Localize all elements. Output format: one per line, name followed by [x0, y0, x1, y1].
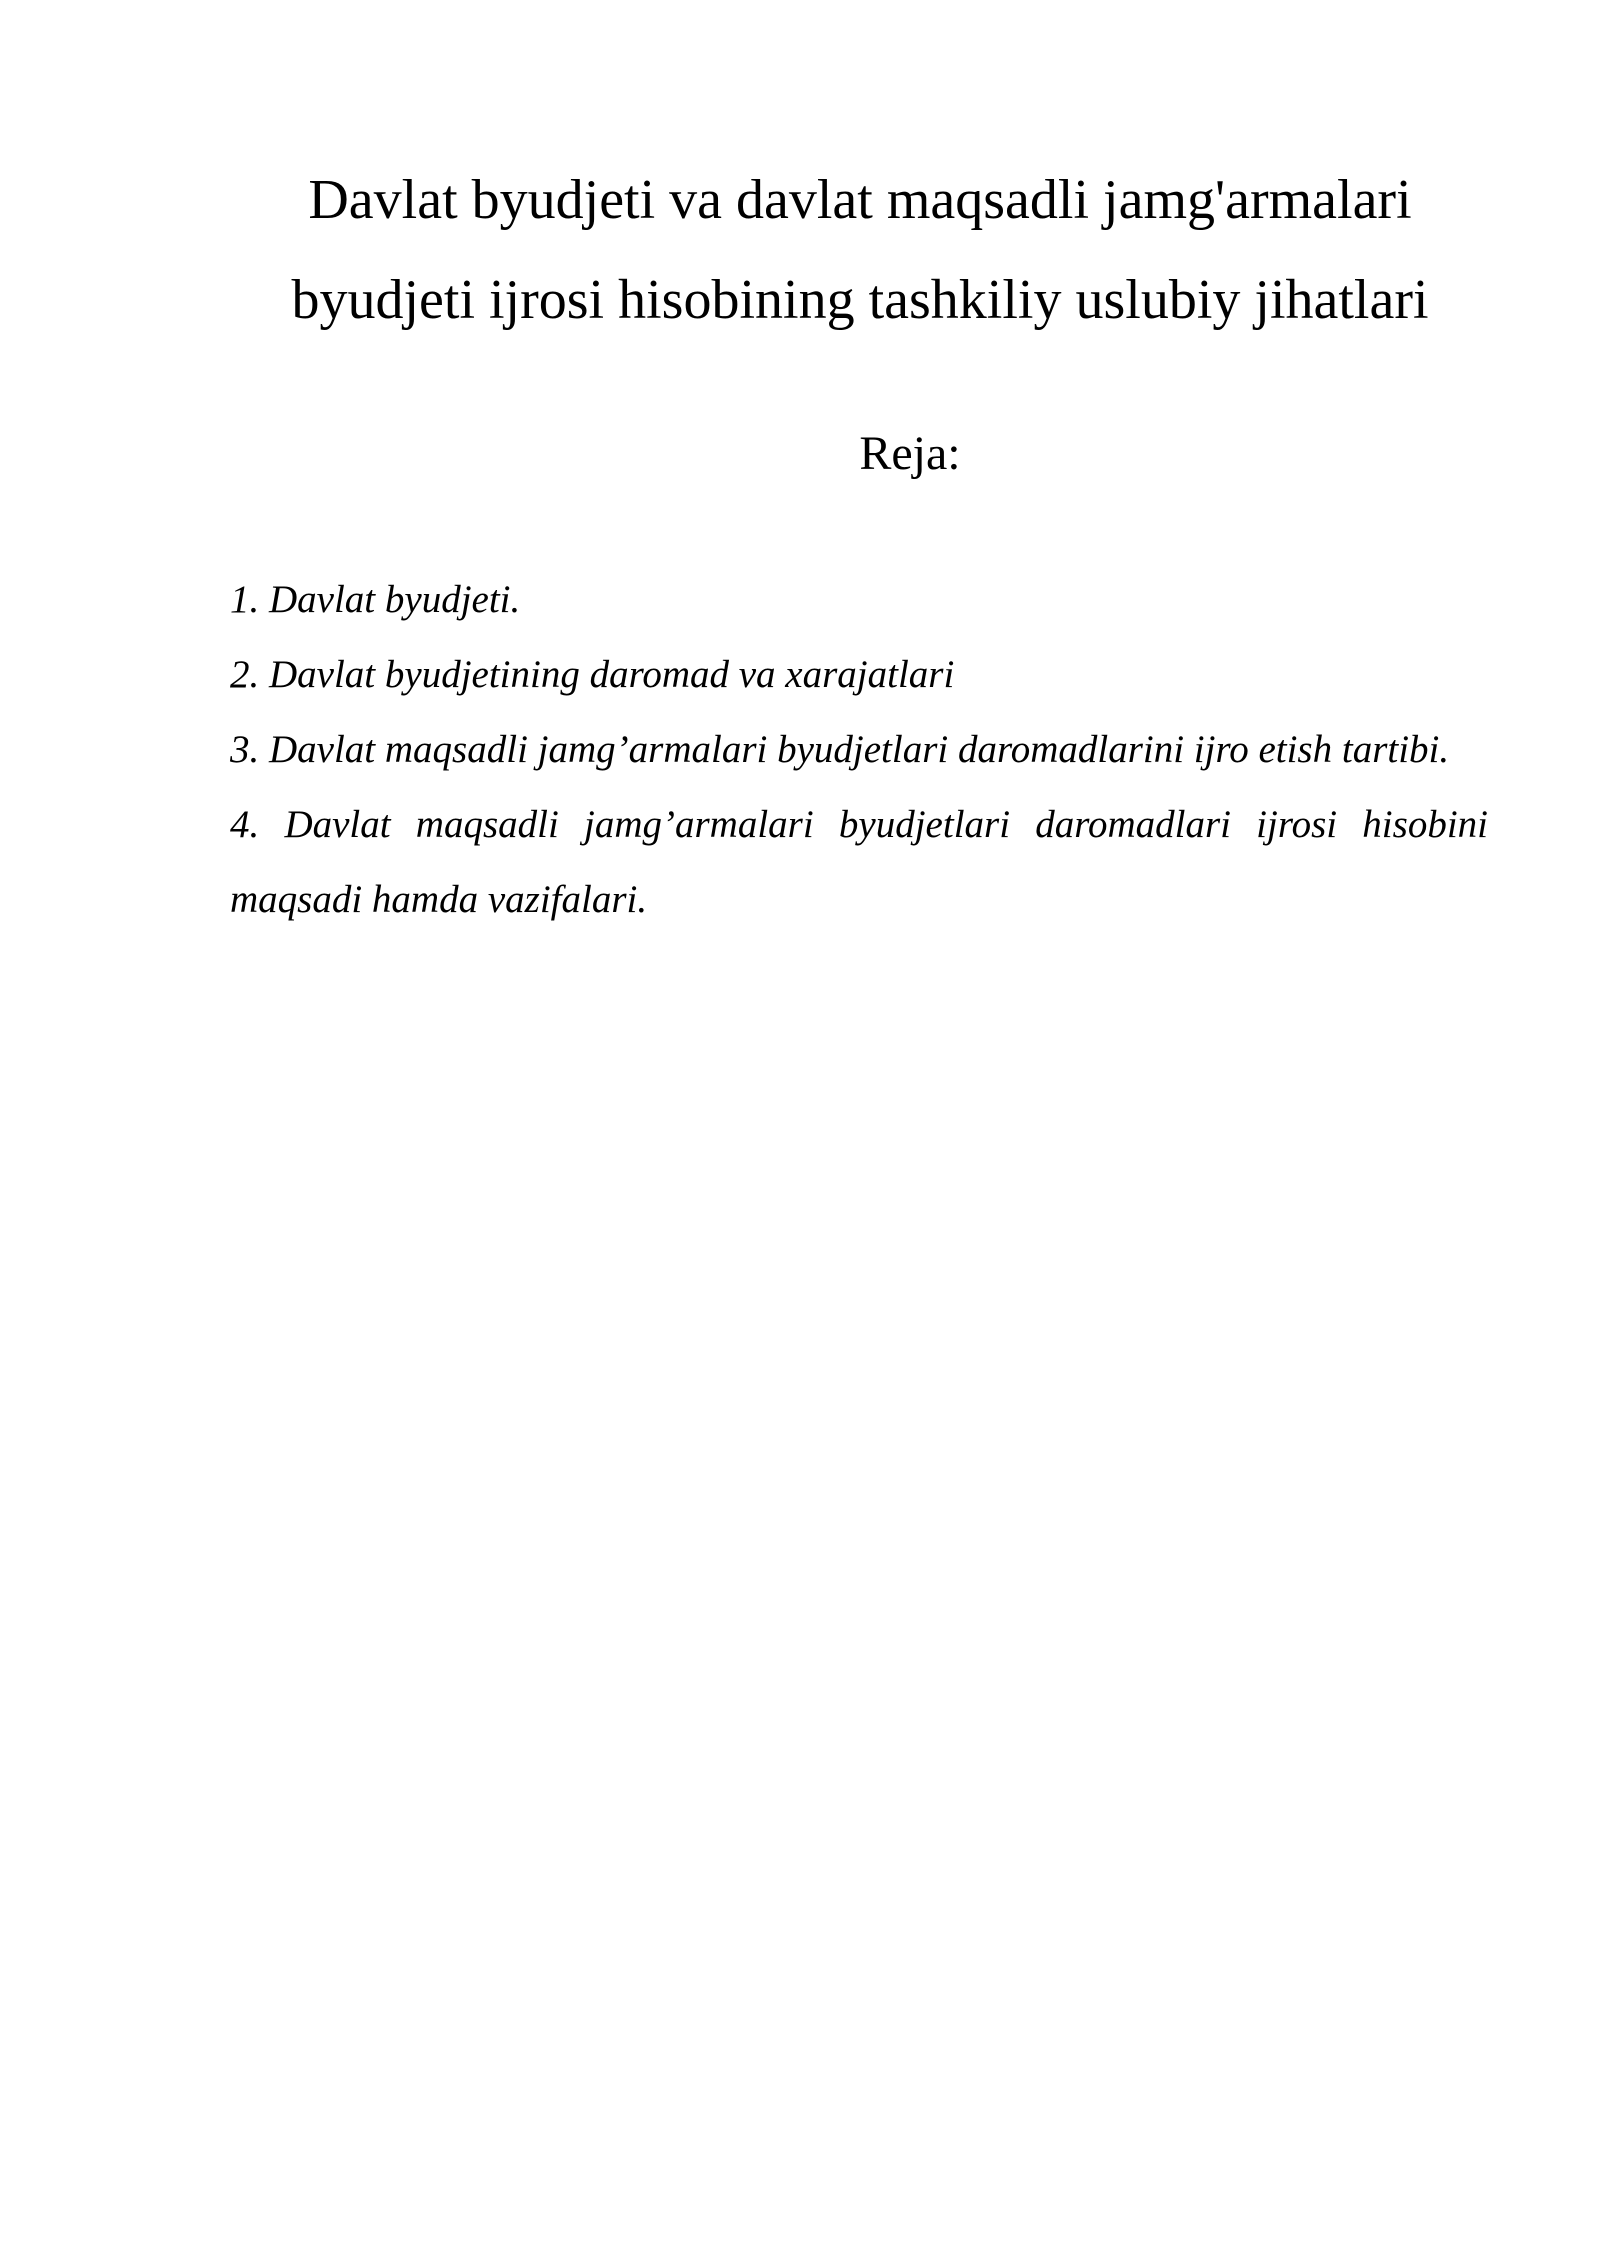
- plan-item-2: 2. Davlat byudjetining daromad va xarajatlari: [230, 653, 955, 696]
- plan-list: [230, 562, 1488, 937]
- document-title-line-1: Davlat byudjeti va davlat maqsadli jamg'armalari: [308, 169, 1412, 231]
- document-title-line-2: byudjeti ijrosi hisobining tashkiliy uslubiy jihatlari: [291, 269, 1429, 331]
- plan-item-4: 4. Davlat maqsadli jamg’armalari byudjetlari daromadlari ijrosi hisobini maqsadi hamda vazifalari.: [230, 803, 1488, 921]
- plan-item-3: 3. Davlat maqsadli jamg’armalari byudjetlari daromadlarini ijro etish tartibi.: [230, 728, 1450, 771]
- plan-item-1: 1. Davlat byudjeti.: [230, 578, 521, 621]
- plan-heading: Reja:: [859, 427, 961, 480]
- document-title: [200, 150, 1520, 350]
